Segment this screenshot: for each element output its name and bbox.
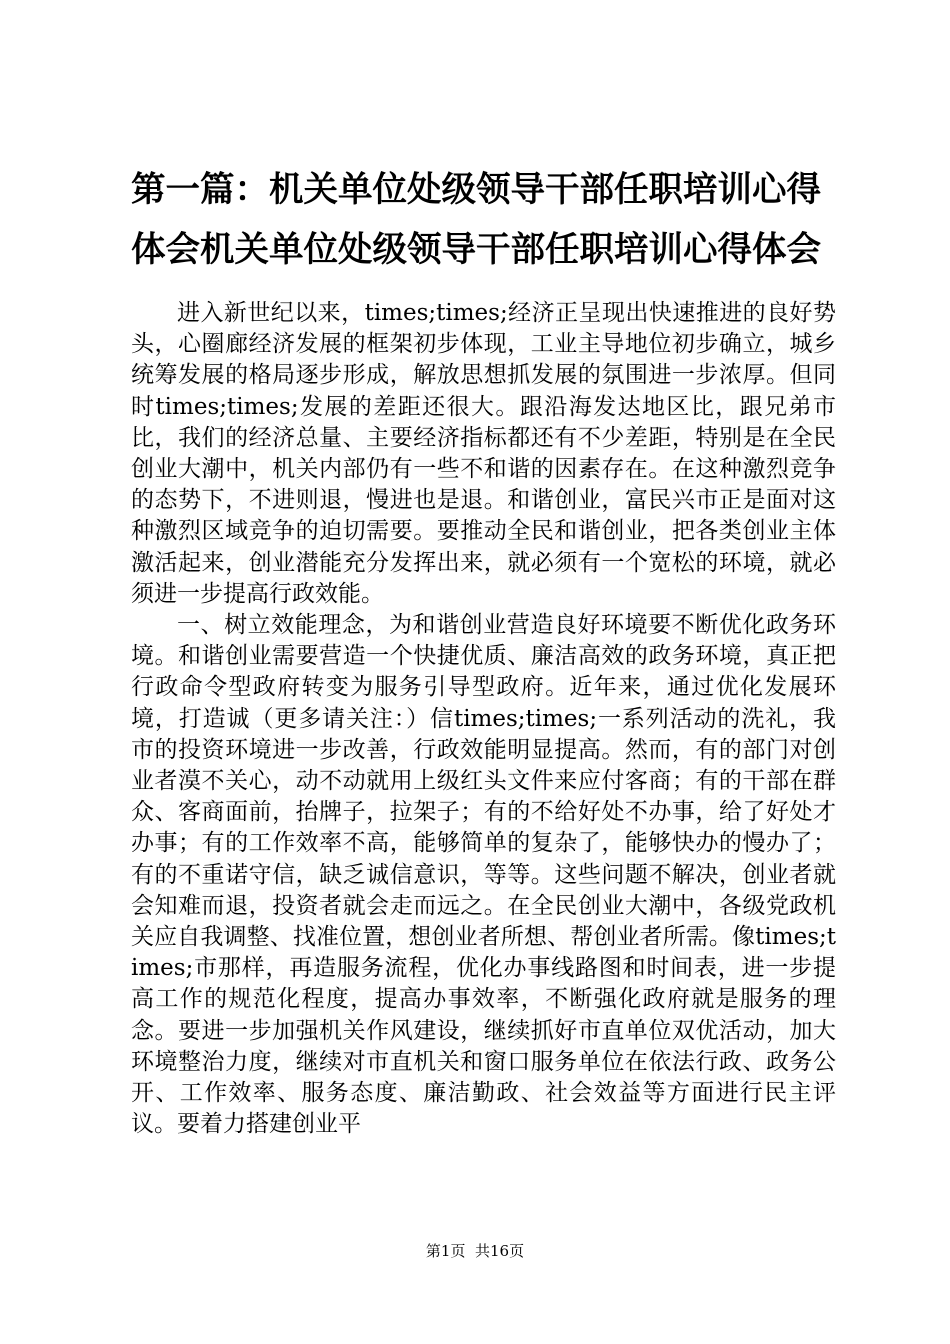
document-title: 第一篇：机关单位处级领导干部任职培训心得体会机关单位处级领导干部任职培训心得体会 — [131, 170, 821, 270]
page-number-label: 第1页 共16页 — [425, 1242, 525, 1260]
paragraph-section-one: 一、树立效能理念，为和谐创业营造良好环境要不断优化政务环境。和谐创业需要营造一个快捷优质、廉洁高效的政务环境，真正把行政命令型政府转变为服务引导型政府。近年来，通过优化发展环境，打造诚（更多请关注：）信times;times;一系列活动的洗礼，我市的投资环境进一步改善，行政效能明显提高。然而，有的部门对创业者漠不关心，动不动就用上级红头文件来应付客商；有的干部在群众、客商面前，抬牌子，拉架子；有的不给好处不办事，给了好处才办事；有的工作效率不高，能够简单的复杂了，能够快办的慢办了；有的不重诺守信，缺乏诚信意识，等等。这些问题不解决，创业者就会知难而退，投资者就会走而远之。在全民创业大潮中，各级党政机关应自我调整、找准位置，想创业者所想、帮创业者所需。像times;times;市那样，再造服务流程，优化办事线路图和时间表，进一步提高工作的规范化程度，提高办事效率，不断强化政府就是服务的理念。要进一步加强机关作风建设，继续抓好市直单位双优活动，加大环境整治力度，继续对市直机关和窗口服务单位在依法行政、政务公开、工作效率、服务态度、廉洁勤政、社会效益等方面进行民主评议。要着力搭建创业平 — [131, 612, 836, 1138]
document-body — [131, 298, 836, 1140]
page-footer — [0, 1240, 950, 1262]
paragraph-intro: 进入新世纪以来，times;times;经济正呈现出快速推进的良好势头，心圈廊经济发展的框架初步体现，工业主导地位初步确立，城乡统筹发展的格局逐步形成，解放思想抓发展的氛围进一步浓厚。但同时times;times;发展的差距还很大。跟沿海发达地区比，跟兄弟市比，我们的经济总量、主要经济指标都还有不少差距，特别是在全民创业大潮中，机关内部仍有一些不和谐的因素存在。在这种激烈竞争的态势下，不进则退，慢进也是退。和谐创业，富民兴市正是面对这种激烈区域竞争的迫切需要。要推动全民和谐创业，把各类创业主体激活起来，创业潜能充分发挥出来，就必须有一个宽松的环境，就必须进一步提高行政效能。 — [131, 300, 836, 607]
